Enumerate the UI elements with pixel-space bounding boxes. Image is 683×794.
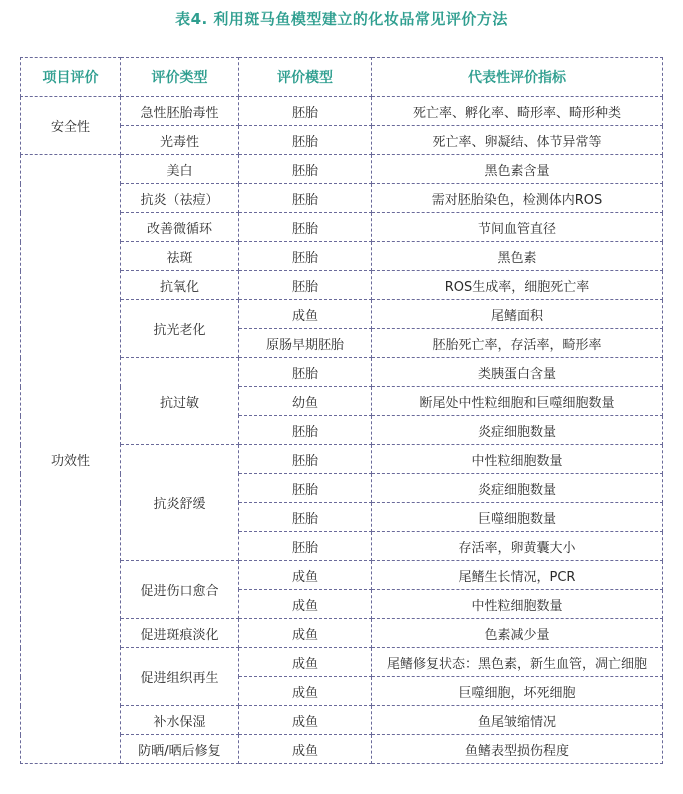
indicator-cell: 胚胎死亡率，存活率，畸形率 <box>372 329 663 358</box>
model-cell: 成鱼 <box>239 619 372 648</box>
model-cell: 成鱼 <box>239 590 372 619</box>
model-cell: 胚胎 <box>239 155 372 184</box>
indicator-cell: 巨噬细胞，坏死细胞 <box>372 677 663 706</box>
type-cell: 祛斑 <box>121 242 239 271</box>
type-cell: 促进伤口愈合 <box>121 561 239 619</box>
indicator-cell: 存活率，卵黄囊大小 <box>372 532 663 561</box>
type-cell: 光毒性 <box>121 126 239 155</box>
model-cell: 成鱼 <box>239 706 372 735</box>
table-row <box>21 97 663 126</box>
model-cell: 胚胎 <box>239 503 372 532</box>
indicator-cell: 中性粒细胞数量 <box>372 445 663 474</box>
model-cell: 胚胎 <box>239 416 372 445</box>
indicator-cell: 尾鳍面积 <box>372 300 663 329</box>
model-cell: 胚胎 <box>239 445 372 474</box>
indicator-cell: 黑色素含量 <box>372 155 663 184</box>
model-cell: 胚胎 <box>239 532 372 561</box>
indicator-cell: 鱼尾皱缩情况 <box>372 706 663 735</box>
indicator-cell: 死亡率、孵化率、畸形率、畸形种类 <box>372 97 663 126</box>
model-cell: 成鱼 <box>239 300 372 329</box>
model-cell: 成鱼 <box>239 677 372 706</box>
category-safety: 安全性 <box>21 97 121 155</box>
indicator-cell: 巨噬细胞数量 <box>372 503 663 532</box>
model-cell: 胚胎 <box>239 184 372 213</box>
type-cell: 促进斑痕淡化 <box>121 619 239 648</box>
type-cell: 促进组织再生 <box>121 648 239 706</box>
indicator-cell: ROS生成率，细胞死亡率 <box>372 271 663 300</box>
indicator-cell: 尾鳍修复状态：黑色素，新生血管，凋亡细胞 <box>372 648 663 677</box>
header-indicator: 代表性评价指标 <box>372 58 663 97</box>
model-cell: 胚胎 <box>239 271 372 300</box>
type-cell: 补水保湿 <box>121 706 239 735</box>
type-cell: 抗过敏 <box>121 358 239 445</box>
model-cell: 原肠早期胚胎 <box>239 329 372 358</box>
indicator-cell: 死亡率、卵凝结、体节异常等 <box>372 126 663 155</box>
indicator-cell: 炎症细胞数量 <box>372 474 663 503</box>
model-cell: 成鱼 <box>239 561 372 590</box>
model-cell: 胚胎 <box>239 126 372 155</box>
model-cell: 胚胎 <box>239 97 372 126</box>
indicator-cell: 黑色素 <box>372 242 663 271</box>
evaluation-table <box>20 57 663 764</box>
indicator-cell: 炎症细胞数量 <box>372 416 663 445</box>
indicator-cell: 断尾处中性粒细胞和巨噬细胞数量 <box>372 387 663 416</box>
category-efficacy: 功效性 <box>21 155 121 764</box>
type-cell: 抗光老化 <box>121 300 239 358</box>
indicator-cell: 色素减少量 <box>372 619 663 648</box>
table-title: 表4. 利用斑马鱼模型建立的化妆品常见评价方法 <box>175 10 508 28</box>
model-cell: 成鱼 <box>239 735 372 764</box>
type-cell: 抗炎（祛痘） <box>121 184 239 213</box>
header-row <box>21 58 663 97</box>
type-cell: 美白 <box>121 155 239 184</box>
type-cell: 抗炎舒缓 <box>121 445 239 561</box>
model-cell: 胚胎 <box>239 474 372 503</box>
header-category: 项目评价 <box>21 58 121 97</box>
model-cell: 胚胎 <box>239 358 372 387</box>
header-model: 评价模型 <box>239 58 372 97</box>
indicator-cell: 类胰蛋白含量 <box>372 358 663 387</box>
type-cell: 抗氧化 <box>121 271 239 300</box>
model-cell: 胚胎 <box>239 213 372 242</box>
indicator-cell: 需对胚胎染色，检测体内ROS <box>372 184 663 213</box>
type-cell: 改善微循环 <box>121 213 239 242</box>
table-row <box>21 155 663 184</box>
type-cell: 急性胚胎毒性 <box>121 97 239 126</box>
indicator-cell: 节间血管直径 <box>372 213 663 242</box>
indicator-cell: 尾鳍生长情况，PCR <box>372 561 663 590</box>
model-cell: 胚胎 <box>239 242 372 271</box>
model-cell: 成鱼 <box>239 648 372 677</box>
indicator-cell: 鱼鳍表型损伤程度 <box>372 735 663 764</box>
indicator-cell: 中性粒细胞数量 <box>372 590 663 619</box>
model-cell: 幼鱼 <box>239 387 372 416</box>
type-cell: 防晒/晒后修复 <box>121 735 239 764</box>
header-type: 评价类型 <box>121 58 239 97</box>
